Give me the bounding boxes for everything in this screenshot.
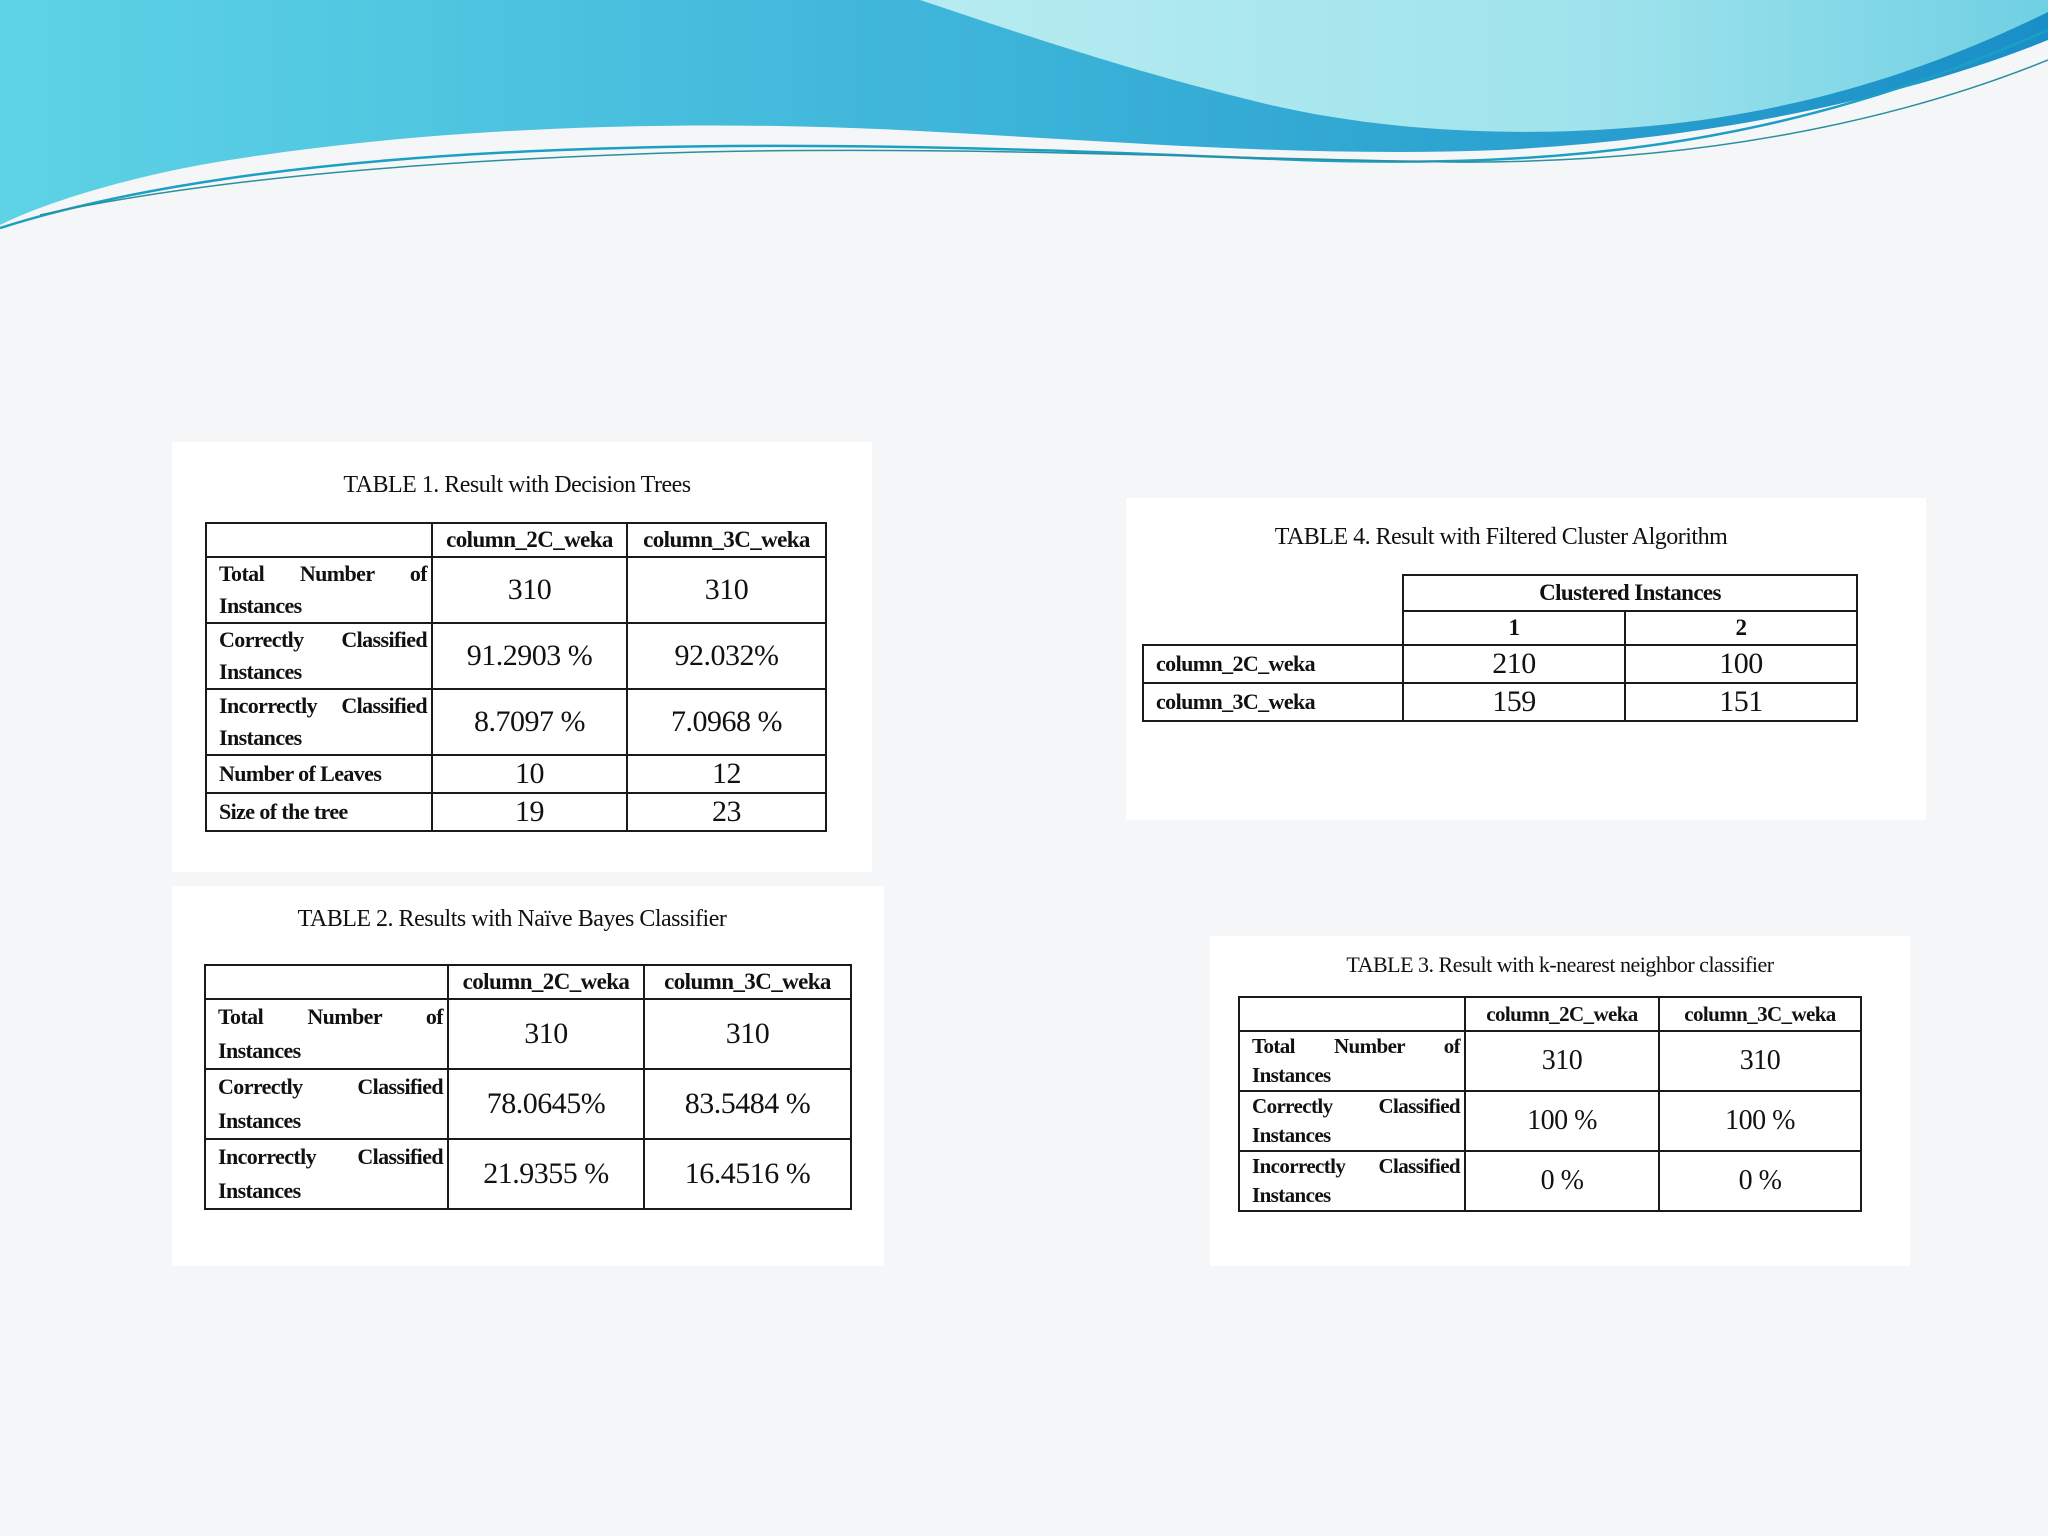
table3-caption: TABLE 3. Result with k-nearest neighbor classifier bbox=[1346, 952, 1774, 977]
table1-corner-cell bbox=[206, 523, 432, 557]
row-label: Total Number of Instances bbox=[1239, 1031, 1465, 1091]
cell-value: 19 bbox=[432, 793, 627, 831]
cell-value: 7.0968 % bbox=[627, 689, 826, 755]
row-label: Correctly Classified Instances bbox=[206, 623, 432, 689]
table3-header-row bbox=[1239, 997, 1861, 1031]
cell-value: 310 bbox=[1465, 1031, 1659, 1091]
table1 bbox=[205, 522, 827, 832]
table4-panel bbox=[1126, 498, 1926, 820]
table4-group-row bbox=[1143, 575, 1857, 611]
cell-value: 159 bbox=[1403, 683, 1625, 721]
table3-col-header: column_2C_weka bbox=[1465, 997, 1659, 1031]
table3-corner-cell bbox=[1239, 997, 1465, 1031]
table2-corner-cell bbox=[205, 965, 448, 999]
table1-col-header: column_2C_weka bbox=[432, 523, 627, 557]
row-label: Correctly Classified Instances bbox=[205, 1069, 448, 1139]
cell-value: 0 % bbox=[1659, 1151, 1861, 1211]
row-label: Total Number of Instances bbox=[205, 999, 448, 1069]
table2-col-header: column_2C_weka bbox=[448, 965, 644, 999]
table1-caption: TABLE 1. Result with Decision Trees bbox=[343, 472, 691, 498]
table-row bbox=[206, 689, 826, 755]
cell-value: 310 bbox=[448, 999, 644, 1069]
table-row bbox=[206, 557, 826, 623]
table2-panel bbox=[172, 886, 884, 1266]
cell-value: 91.2903 % bbox=[432, 623, 627, 689]
table-row bbox=[205, 1139, 851, 1209]
cell-value: 10 bbox=[432, 755, 627, 793]
table4 bbox=[1142, 574, 1858, 722]
cell-value: 310 bbox=[432, 557, 627, 623]
cell-value: 16.4516 % bbox=[644, 1139, 851, 1209]
table-row bbox=[1143, 683, 1857, 721]
row-label: Incorrectly Classified Instances bbox=[205, 1139, 448, 1209]
cell-value: 23 bbox=[627, 793, 826, 831]
cell-value: 310 bbox=[644, 999, 851, 1069]
table-row bbox=[1143, 645, 1857, 683]
table2-col-header: column_3C_weka bbox=[644, 965, 851, 999]
cell-value: 210 bbox=[1403, 645, 1625, 683]
table1-header-row bbox=[206, 523, 826, 557]
cell-value: 310 bbox=[1659, 1031, 1861, 1091]
cell-value: 78.0645% bbox=[448, 1069, 644, 1139]
row-label: Total Number of Instances bbox=[206, 557, 432, 623]
table4-corner-cell bbox=[1143, 575, 1403, 611]
row-label: column_3C_weka bbox=[1143, 683, 1403, 721]
cell-value: 151 bbox=[1625, 683, 1857, 721]
row-label: Incorrectly Classified Instances bbox=[206, 689, 432, 755]
table4-group-header: Clustered Instances bbox=[1403, 575, 1857, 611]
table2 bbox=[204, 964, 852, 1210]
cell-value: 100 bbox=[1625, 645, 1857, 683]
row-label: Incorrectly Classified Instances bbox=[1239, 1151, 1465, 1211]
table-row bbox=[205, 1069, 851, 1139]
table4-caption: TABLE 4. Result with Filtered Cluster Algorithm bbox=[1274, 524, 1728, 550]
table4-col-header: 1 bbox=[1403, 611, 1625, 645]
cell-value: 0 % bbox=[1465, 1151, 1659, 1211]
table4-corner-cell bbox=[1143, 611, 1403, 645]
table-row bbox=[206, 755, 826, 793]
cell-value: 310 bbox=[627, 557, 826, 623]
row-label: column_2C_weka bbox=[1143, 645, 1403, 683]
table3-panel bbox=[1210, 936, 1910, 1266]
cell-value: 21.9355 % bbox=[448, 1139, 644, 1209]
table-row bbox=[206, 793, 826, 831]
row-label: Number of Leaves bbox=[206, 755, 432, 793]
cell-value: 100 % bbox=[1659, 1091, 1861, 1151]
table4-header-row bbox=[1143, 611, 1857, 645]
table4-col-header: 2 bbox=[1625, 611, 1857, 645]
table-row bbox=[1239, 1031, 1861, 1091]
table-row bbox=[205, 999, 851, 1069]
table1-panel bbox=[172, 442, 872, 872]
table-row bbox=[1239, 1151, 1861, 1211]
cell-value: 92.032% bbox=[627, 623, 826, 689]
cell-value: 100 % bbox=[1465, 1091, 1659, 1151]
table-row bbox=[1239, 1091, 1861, 1151]
table1-col-header: column_3C_weka bbox=[627, 523, 826, 557]
table2-header-row bbox=[205, 965, 851, 999]
cell-value: 12 bbox=[627, 755, 826, 793]
row-label: Size of the tree bbox=[206, 793, 432, 831]
table3 bbox=[1238, 996, 1862, 1212]
wave-banner bbox=[0, 0, 2048, 240]
cell-value: 8.7097 % bbox=[432, 689, 627, 755]
table3-col-header: column_3C_weka bbox=[1659, 997, 1861, 1031]
row-label: Correctly Classified Instances bbox=[1239, 1091, 1465, 1151]
table2-caption: TABLE 2. Results with Naïve Bayes Classifier bbox=[297, 906, 727, 932]
table-row bbox=[206, 623, 826, 689]
cell-value: 83.5484 % bbox=[644, 1069, 851, 1139]
